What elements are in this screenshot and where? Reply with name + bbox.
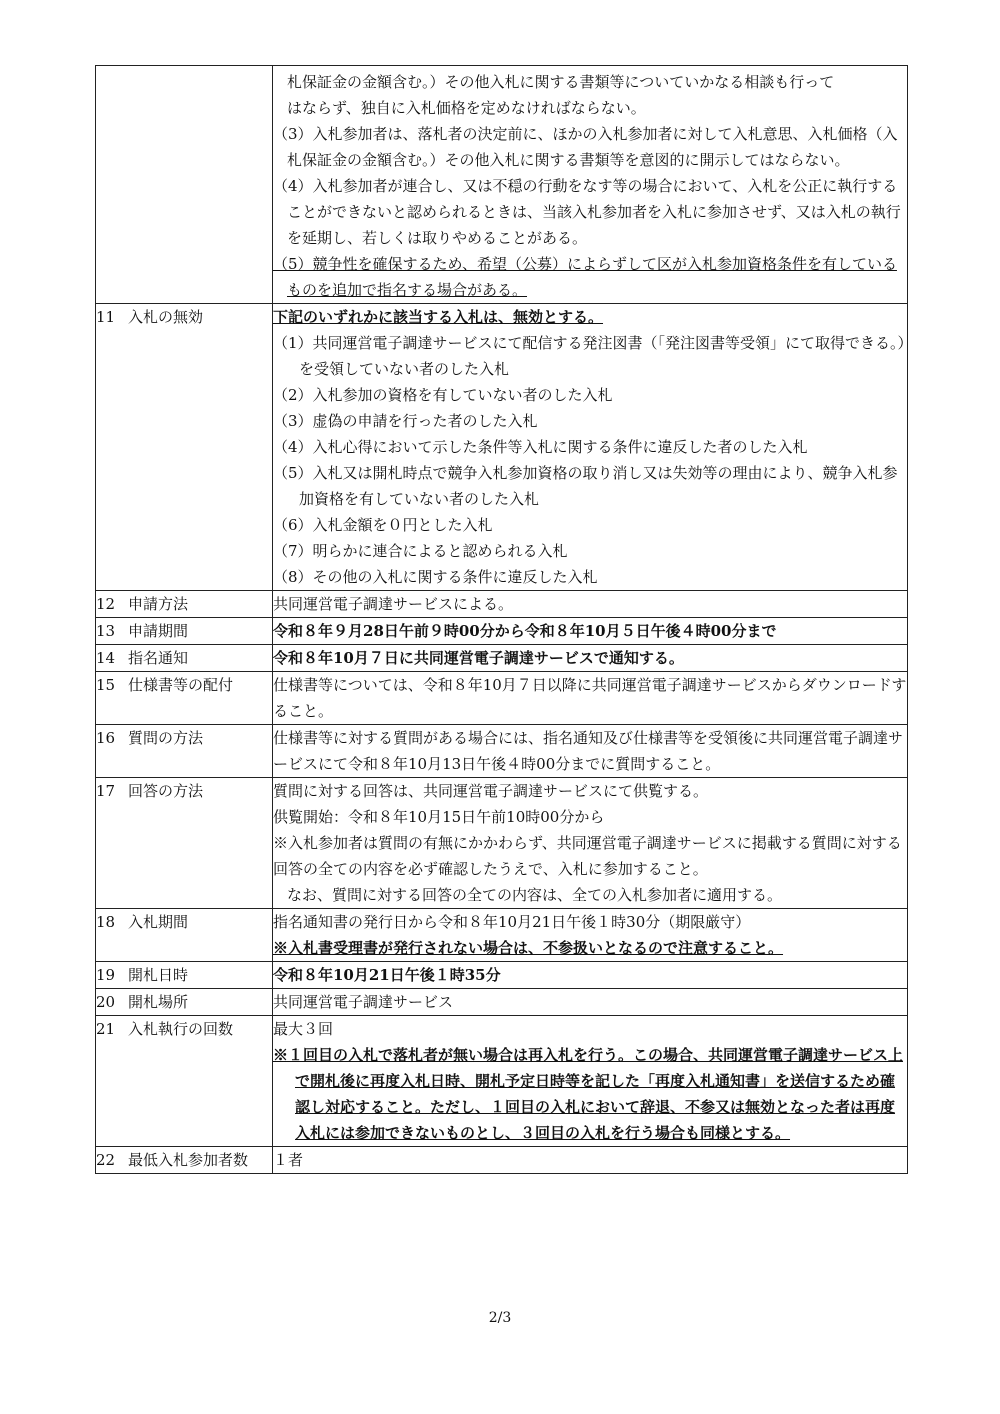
- item-label-cell: [96, 725, 273, 778]
- table-row: [96, 909, 908, 962]
- item-number: 14: [96, 649, 116, 667]
- item-content-cell: [273, 672, 908, 725]
- content-paragraph: １者: [273, 1151, 304, 1169]
- content-paragraph: 下記のいずれかに該当する入札は、無効とする。: [273, 308, 604, 326]
- table-row: [96, 304, 908, 591]
- item-label-cell: [96, 645, 273, 672]
- table-body: [96, 66, 908, 1174]
- item-label-cell: [96, 618, 273, 645]
- content-paragraph: （7）明らかに連合によると認められる入札: [273, 542, 568, 560]
- item-number: 12: [96, 595, 116, 613]
- item-label: 回答の方法: [128, 782, 204, 800]
- item-content-cell: [273, 618, 908, 645]
- content-paragraph: （3）虚偽の申請を行った者のした入札: [273, 412, 538, 430]
- content-paragraph: （2）入札参加の資格を有していない者のした入札: [273, 386, 613, 404]
- item-label: 申請方法: [128, 595, 189, 613]
- table-row: [96, 778, 908, 909]
- item-content-cell: [273, 962, 908, 989]
- content-paragraph: （8）その他の入札に関する条件に違反した入札: [273, 568, 598, 586]
- item-label: 入札期間: [128, 913, 189, 931]
- item-content-cell: [273, 645, 908, 672]
- item-number: 13: [96, 622, 116, 640]
- item-label: 最低入札参加者数: [128, 1151, 249, 1169]
- content-paragraph: 令和８年９月28日午前９時00分から令和８年10月５日午後４時00分まで: [273, 622, 777, 640]
- item-label-cell: [96, 1147, 273, 1174]
- content-paragraph: （6）入札金額を０円とした入札: [273, 516, 493, 534]
- item-number: 11: [96, 308, 116, 326]
- item-number: 17: [96, 782, 116, 800]
- item-label: 入札の無効: [128, 308, 204, 326]
- item-label-cell: [96, 1016, 273, 1147]
- content-paragraph: なお、質問に対する回答の全ての内容は、全ての入札参加者に適用する。: [287, 886, 783, 904]
- content-paragraph: 仕様書等については、令和８年10月７日以降に共同運営電子調達サービスからダウンロードすること。: [273, 676, 907, 720]
- bid-conditions-table: [95, 65, 908, 1174]
- table-row: [96, 1147, 908, 1174]
- table-row: [96, 591, 908, 618]
- table-row: [96, 989, 908, 1016]
- item-content-cell: [273, 989, 908, 1016]
- item-label: 開札場所: [128, 993, 189, 1011]
- table-row: [96, 962, 908, 989]
- table-row: [96, 645, 908, 672]
- item-content-cell: [273, 725, 908, 778]
- content-paragraph: 令和８年10月７日に共同運営電子調達サービスで通知する。: [273, 649, 684, 667]
- table-row: [96, 1016, 908, 1147]
- content-paragraph: 供覧開始：令和８年10月15日午前10時00分から: [273, 808, 605, 826]
- item-content-cell: [273, 909, 908, 962]
- content-paragraph: 令和８年10月21日午後１時35分: [273, 966, 501, 984]
- content-paragraph: はならず、独自に入札価格を定めなければならない。: [287, 99, 646, 117]
- item-label: 入札執行の回数: [128, 1020, 234, 1038]
- content-paragraph: （3）入札参加者は、落札者の決定前に、ほかの入札参加者に対して入札意思、入札価格（入札保証金の金額含む。）その他入札に関する書類等を意図的に開示してはならない。: [273, 125, 898, 169]
- item-content-cell: [273, 591, 908, 618]
- table-row: [96, 672, 908, 725]
- item-number: 18: [96, 913, 116, 931]
- content-paragraph: ※入札書受理書が発行されない場合は、不参扱いとなるので注意すること。: [273, 939, 784, 957]
- content-paragraph: （5）競争性を確保するため、希望（公募）によらずして区が入札参加資格条件を有しているものを追加で指名する場合がある。: [273, 255, 897, 299]
- item-label-cell: [96, 591, 273, 618]
- content-paragraph: 札保証金の金額含む。）その他入札に関する書類等についていかなる相談も行って: [287, 73, 835, 91]
- table-row: [96, 66, 908, 304]
- item-content-cell: [273, 1016, 908, 1147]
- item-content-cell: [273, 304, 908, 591]
- item-label: 申請期間: [128, 622, 189, 640]
- item-label: 指名通知: [128, 649, 189, 667]
- item-label-cell: [96, 909, 273, 962]
- content-paragraph: （5）入札又は開札時点で競争入札参加資格の取り消し又は失効等の理由により、競争入札参加資格を有していない者のした入札: [273, 464, 898, 508]
- content-paragraph: （4）入札心得において示した条件等入札に関する条件に違反した者のした入札: [273, 438, 808, 456]
- item-number: 22: [96, 1151, 116, 1169]
- item-label-cell: [96, 989, 273, 1016]
- item-number: 16: [96, 729, 116, 747]
- item-label-cell: [96, 778, 273, 909]
- content-paragraph: 最大３回: [273, 1020, 334, 1038]
- item-content-cell: [273, 1147, 908, 1174]
- item-label-cell: [96, 962, 273, 989]
- content-paragraph: （4）入札参加者が連合し、又は不穏の行動をなす等の場合において、入札を公正に執行することができないと認められるときは、当該入札参加者を入札に参加させず、又は入札の執行を延期し、若しくは取りやめることがある。: [273, 177, 901, 247]
- item-number: 20: [96, 993, 116, 1011]
- item-label-cell: [96, 66, 273, 304]
- item-label-cell: [96, 672, 273, 725]
- item-content-cell: [273, 778, 908, 909]
- item-label-cell: [96, 304, 273, 591]
- content-paragraph: 共同運営電子調達サービスによる。: [273, 595, 514, 613]
- content-paragraph: 指名通知書の発行日から令和８年10月21日午後１時30分（期限厳守）: [273, 913, 751, 931]
- item-label: 仕様書等の配付: [128, 676, 234, 694]
- content-paragraph: 共同運営電子調達サービス: [273, 993, 454, 1011]
- content-paragraph: 仕様書等に対する質問がある場合には、指名通知及び仕様書等を受領後に共同運営電子調達サービスにて令和８年10月13日午後４時00分までに質問すること。: [273, 729, 904, 773]
- item-number: 15: [96, 676, 116, 694]
- item-number: 19: [96, 966, 116, 984]
- content-paragraph: ※１回目の入札で落札者が無い場合は再入札を行う。この場合、共同運営電子調達サービス上で開札後に再度入札日時、開札予定日時等を記した「再度入札通知書」を送信するため確認し対応すること。ただし、１回目の入札において辞退、不参又は無効となった者は再度入札には参加できないものとし、３回目の入札を行う場合も同様とする。: [273, 1046, 904, 1142]
- item-number: 21: [96, 1020, 116, 1038]
- table-row: [96, 725, 908, 778]
- content-paragraph: 質問に対する回答は、共同運営電子調達サービスにて供覧する。: [273, 782, 709, 800]
- item-label: 開札日時: [128, 966, 189, 984]
- content-paragraph: ※入札参加者は質問の有無にかかわらず、共同運営電子調達サービスに掲載する質問に対する回答の全ての内容を必ず確認したうえで、入札に参加すること。: [273, 834, 902, 878]
- item-content-cell: [273, 66, 908, 304]
- content-paragraph: （1）共同運営電子調達サービスにて配信する発注図書（「発注図書等受領」にて取得できる。）を受領していない者のした入札: [273, 334, 906, 378]
- item-label: 質問の方法: [128, 729, 204, 747]
- table-row: [96, 618, 908, 645]
- page-number: 2/3: [488, 1310, 512, 1326]
